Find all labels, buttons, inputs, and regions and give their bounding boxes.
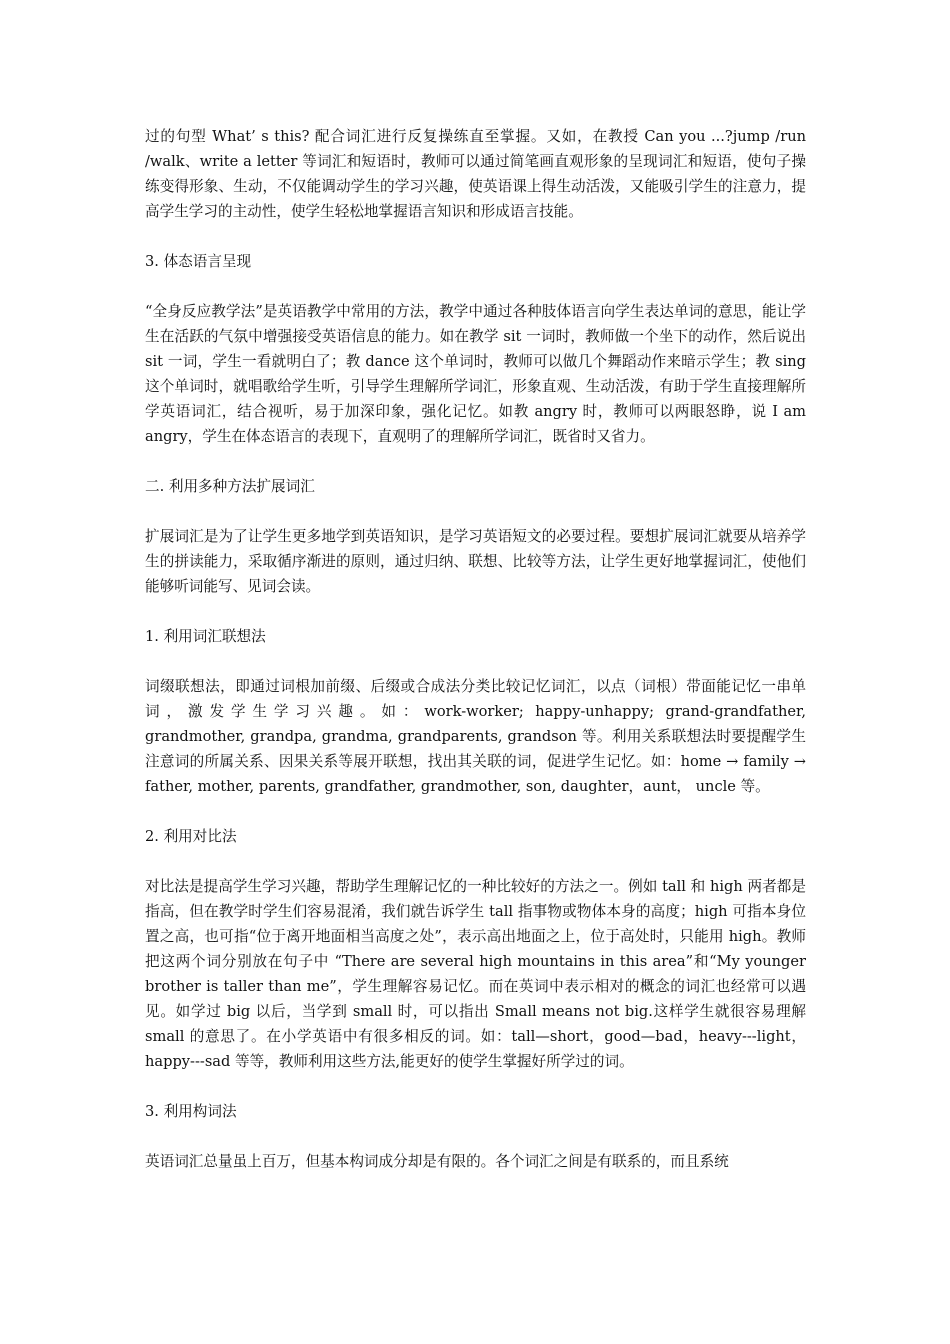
paragraph-word-formation: 英语词汇总量虽上百万，但基本构词成分却是有限的。各个词汇之间是有联系的，而且系统 <box>145 1153 729 1170</box>
paragraph-intro: 过的句型 What’ s this? 配合词汇进行反复操练直至掌握。又如，在教授 Can you ...?jump /run /walk、write a letter 等词汇和短语时，教师可以通过简笔画直观形象的呈现词汇和短语，使句子操练变得形象、生动，不仅能调动学生的学习兴趣，使英语课上得生动活泼，又能吸引学生的注意力，提高学生学习的主动性，使学生轻松地掌握语言知识和形成语言技能。 <box>145 128 806 220</box>
section-heading-association: 1. 利用词汇联想法 <box>145 628 266 645</box>
paragraph-association: 词缀联想法，即通过词根加前缀、后缀或合成法分类比较记忆词汇，以点（词根）带面能记忆一串单词，激发学生学习兴趣。如：work-worker; happy-unhappy; grand-grandfather, grandmother, grandpa, grandma, grandparents, grandson 等。利用关系联想法时要提醒学生注意词的所属关系、因果关系等展开联想，找出其关联的词，促进学生记忆。如：home → family → father, mother, parents, grandfather, grandmother, son, daughter，aunt， uncle 等。 <box>145 678 806 795</box>
paragraph-tpr: “全身反应教学法”是英语教学中常用的方法，教学中通过各种肢体语言向学生表达单词的意思，能让学生在活跃的气氛中增强接受英语信息的能力。如在教学 sit 一词时，教师做一个坐下的动作，然后说出 sit 一词，学生一看就明白了；教 dance 这个单词时，教师可以做几个舞蹈动作来暗示学生；教 sing 这个单词时，就唱歌给学生听，引导学生理解所学词汇，形象直观、生动活泼，有助于学生直接理解所学英语词汇，结合视听，易于加深印象，强化记忆。如教 angry 时，教师可以两眼怒睁，说 I am angry，学生在体态语言的表现下，直观明了的理解所学词汇，既省时又省力。 <box>145 303 806 445</box>
section-heading-body-language: 3. 体态语言呈现 <box>145 253 252 270</box>
section-heading-expand-vocabulary: 二. 利用多种方法扩展词汇 <box>145 478 315 495</box>
paragraph-contrast: 对比法是提高学生学习兴趣，帮助学生理解记忆的一种比较好的方法之一。例如 tall 和 high 两者都是指高，但在教学时学生们容易混淆，我们就告诉学生 tall 指事物或物体本身的高度；high 可指本身位置之高，也可指“位于离开地面相当高度之处”，表示高出地面之上，位于高处时，只能用 high。教师把这两个词分别放在句子中 “There are several high mountains in this area”和“My younger brother is taller than me”，学生理解容易记忆。而在英词中表示相对的概念的词汇也经常可以遇见。如学过 big 以后，当学到 small 时，可以指出 Small means not big.这样学生就很容易理解 small 的意思了。在小学英语中有很多相反的词。如：tall—short，good—bad，heavy---light，happy---sad 等等，教师利用这些方法,能更好的使学生掌握好所学过的词。 <box>145 878 806 1070</box>
paragraph-expand-vocabulary: 扩展词汇是为了让学生更多地学到英语知识，是学习英语短文的必要过程。要想扩展词汇就要从培养学生的拼读能力，采取循序渐进的原则，通过归纳、联想、比较等方法，让学生更好地掌握词汇，使他们能够听词能写、见词会读。 <box>145 528 806 595</box>
section-heading-contrast: 2. 利用对比法 <box>145 828 237 845</box>
section-heading-word-formation: 3. 利用构词法 <box>145 1103 237 1120</box>
document-page <box>145 124 806 1199</box>
